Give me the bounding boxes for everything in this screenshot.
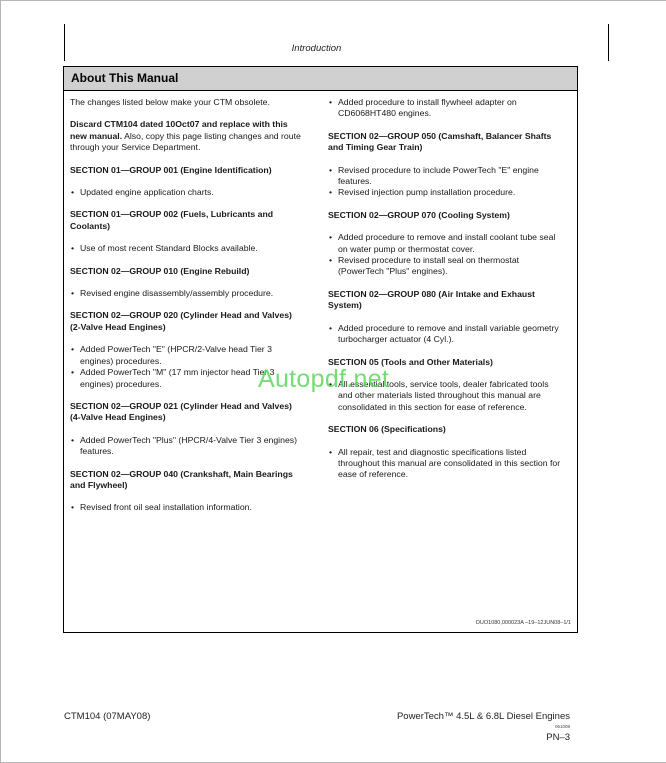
bullet-item: • Added PowerTech "Plus" (HPCR/4-Valve Tier 3 engines) features. <box>70 435 303 458</box>
bullet-item: • Added procedure to install flywheel adapter on CD6068HT480 engines. <box>328 97 561 120</box>
bullet-item: • Revised injection pump installation procedure. <box>328 187 561 198</box>
footer-manual-id: CTM104 (07MAY08) <box>64 711 151 722</box>
section-heading: SECTION 02—GROUP 020 (Cylinder Head and Valves) (2-Valve Head Engines) <box>70 310 292 332</box>
bullet-item: • Added procedure to remove and install coolant tube seal on water pump or thermostat cover. <box>328 232 561 255</box>
right-column <box>328 97 561 492</box>
bullet-item: • Added procedure to remove and install variable geometry turbocharger actuator (4 Cyl.). <box>328 323 561 346</box>
bullet-list <box>70 187 303 198</box>
bullet-list <box>328 323 561 346</box>
bullet-item: • All repair, test and diagnostic specifications listed throughout this manual are consolidated in this section for ease of reference. <box>328 447 561 481</box>
bullet-list <box>328 232 561 278</box>
intro-paragraph-1: The changes listed below make your CTM obsolete. <box>70 97 270 107</box>
section-heading: SECTION 02—GROUP 050 (Camshaft, Balancer Shafts and Timing Gear Train) <box>328 130 552 153</box>
bullet-list <box>70 502 303 513</box>
bullet-list <box>70 288 303 299</box>
left-column <box>70 97 303 525</box>
intro-discard-text: Discard CTM104 dated 10Oct07 and replace with this new manual. <box>70 119 288 141</box>
bullet-item: • Revised procedure to install seal on thermostat (PowerTech "Plus" engines). <box>328 255 561 278</box>
about-manual-box <box>63 66 578 633</box>
bullet-list <box>70 435 303 458</box>
bullet-item: • Added PowerTech "M" (17 mm injector head Tier 3 engines) procedures. <box>70 367 303 390</box>
reference-code: OUO1080,000023A –19–12JUN08–1/1 <box>475 620 571 626</box>
box-title-bar <box>64 67 577 91</box>
bullet-list <box>328 379 561 413</box>
bullet-list <box>70 344 303 390</box>
section-heading: SECTION 02—GROUP 010 (Engine Rebuild) <box>70 265 250 276</box>
bullet-item: • All essential tools, service tools, dealer fabricated tools and other materials listed throughout this manual are consolidated in this section for ease of reference. <box>328 379 561 413</box>
page-header-title: Introduction <box>291 43 342 54</box>
crop-mark-right <box>608 24 609 61</box>
bullet-list <box>328 447 561 481</box>
bullet-item: • Updated engine application charts. <box>70 187 303 198</box>
bullet-item: • Revised procedure to include PowerTech "E" engine features. <box>328 165 561 188</box>
section-heading: SECTION 01—GROUP 001 (Engine Identification) <box>70 164 272 175</box>
bullet-list <box>70 243 303 254</box>
bullet-item: • Revised front oil seal installation information. <box>70 502 303 513</box>
bullet-item: • Revised engine disassembly/assembly procedure. <box>70 288 303 299</box>
intro-route-text: Also, copy this page listing changes and route through your Service Department. <box>70 130 301 153</box>
section-heading: SECTION 01—GROUP 002 (Fuels, Lubricants and Coolants) <box>70 209 274 231</box>
bullet-list <box>328 165 561 199</box>
footer-date-code: 061008 <box>554 724 570 729</box>
section-heading: SECTION 02—GROUP 070 (Cooling System) <box>328 209 510 220</box>
watermark: Autopdf.net <box>258 365 390 393</box>
bullet-list <box>328 97 561 120</box>
section-heading: SECTION 05 (Tools and Other Materials) <box>328 356 493 367</box>
intro-paragraph-2 <box>70 119 303 153</box>
section-heading: SECTION 02—GROUP 080 (Air Intake and Exhaust System) <box>328 288 535 311</box>
bullet-item: • Use of most recent Standard Blocks available. <box>70 243 303 254</box>
box-title: About This Manual <box>71 71 179 85</box>
section-heading: SECTION 06 (Specifications) <box>328 424 446 435</box>
footer-page-number: PN–3 <box>546 732 570 743</box>
bullet-item: • Added PowerTech "E" (HPCR/2-Valve head Tier 3 engines) procedures. <box>70 344 303 367</box>
section-heading: SECTION 02—GROUP 040 (Crankshaft, Main Bearings and Flywheel) <box>70 468 293 490</box>
footer-product-title: PowerTech™ 4.5L & 6.8L Diesel Engines <box>396 711 570 722</box>
section-heading: SECTION 02—GROUP 021 (Cylinder Head and Valves) (4-Valve Head Engines) <box>70 400 292 423</box>
